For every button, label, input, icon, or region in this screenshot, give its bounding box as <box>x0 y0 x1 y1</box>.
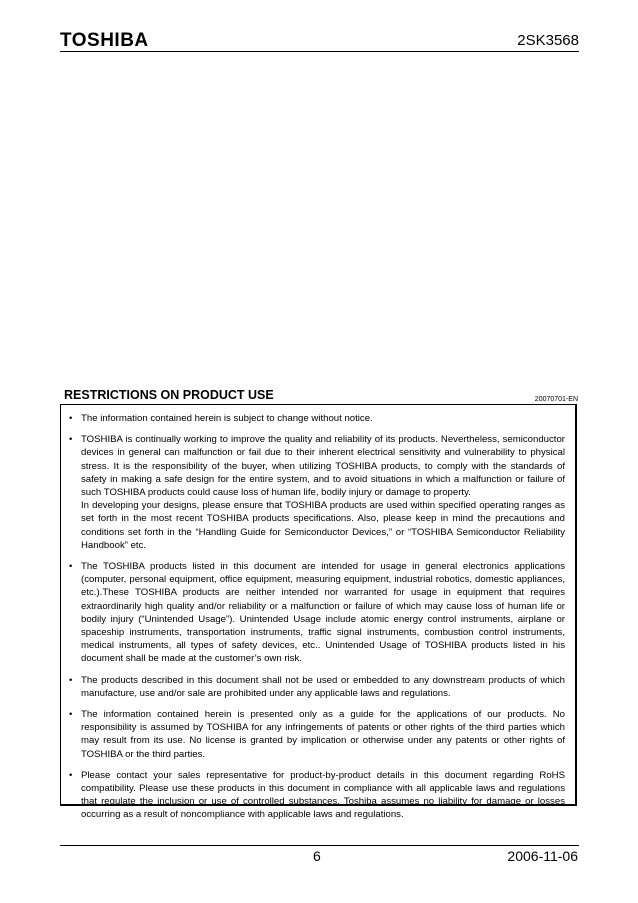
restriction-text: TOSHIBA is continually working to improve the quality and reliability of its products. Nevertheless, semiconductor devices in general can malfunction or fail due to their inherent electrical sensitivity and vulnerability to physical stress. It is the responsibility of the buyer, when utilizing TOSHIBA products, to comply with the standards of safety in making a safe design for the entire system, and to avoid situations in which a malfunction or failure of such TOSHIBA products could cause loss of human life, bodily injury or damage to property. <box>81 434 565 499</box>
bullet-icon: • <box>69 561 73 573</box>
document-date: 2006-11-06 <box>507 848 578 864</box>
restriction-text: In developing your designs, please ensure that TOSHIBA products are used within specified operating ranges as set forth in the most recent TOSHIBA products specifications. Also, please keep in mind the precautions and conditions set forth in the “Handling Guide for Semiconductor Devices,” or “TOSHIBA Semiconductor Reliability Handbook” etc. <box>81 500 565 551</box>
restriction-item <box>61 433 575 552</box>
bullet-icon: • <box>69 769 73 781</box>
header-rule <box>60 51 579 52</box>
bullet-icon: • <box>69 434 73 446</box>
page-header <box>60 30 579 52</box>
restriction-item <box>61 769 575 822</box>
restriction-text: The information contained herein is presented only as a guide for the applications of our products. No responsibility is assumed by TOSHIBA for any infringements of patents or other rights of the third parties which may result from its use. No license is granted by implication or otherwise under any patents or other rights of TOSHIBA or the third parties. <box>81 709 565 760</box>
restriction-item <box>61 674 575 700</box>
bullet-icon: • <box>69 709 73 721</box>
restriction-text: The information contained herein is subject to change without notice. <box>81 413 373 424</box>
restriction-item <box>61 560 575 666</box>
toshiba-logo: TOSHIBA <box>60 30 149 51</box>
restriction-item <box>61 412 575 425</box>
page-number: 6 <box>313 848 321 864</box>
bullet-icon: • <box>69 674 73 686</box>
restriction-item <box>61 708 575 761</box>
section-title: RESTRICTIONS ON PRODUCT USE <box>64 388 274 402</box>
restriction-text: The TOSHIBA products listed in this document are intended for usage in general electronics applications (computer, personal equipment, office equipment, measuring equipment, industrial robotics, domestic appliances, etc.).These TOSHIBA products are neither intended nor warranted for usage in equipment that requires extraordinarily high quality and/or reliability or a malfunction or failure of which may cause loss of human life or bodily injury (“Unintended Usage”). Unintended Usage include atomic energy control instruments, airplane or spaceship instruments, transportation instruments, traffic signal instruments, combustion control instruments, medical instruments, all types of safety devices, etc.. Unintended Usage of TOSHIBA products listed in his document shall be made at the customer’s own risk. <box>81 561 565 665</box>
restriction-text: The products described in this document shall not be used or embedded to any downstream products of which manufacture, use and/or sale are prohibited under any applicable laws and regulations. <box>81 674 565 699</box>
restrictions-box <box>60 404 577 821</box>
restriction-text: Please contact your sales representative for product-by-product details in this document regarding RoHS compatibility. Please use these products in this document in compliance with all applicable laws and regulations that regulate the inclusion or use of controlled substances. Toshiba assumes no liability for damage or losses occurring as a result of noncompliance with applicable laws and regulations. <box>81 769 565 821</box>
document-code: 20070701-EN <box>534 396 578 403</box>
bullet-icon: • <box>69 413 73 424</box>
part-number: 2SK3568 <box>517 32 579 49</box>
restrictions-list <box>61 412 575 830</box>
footer-rule <box>60 845 579 846</box>
